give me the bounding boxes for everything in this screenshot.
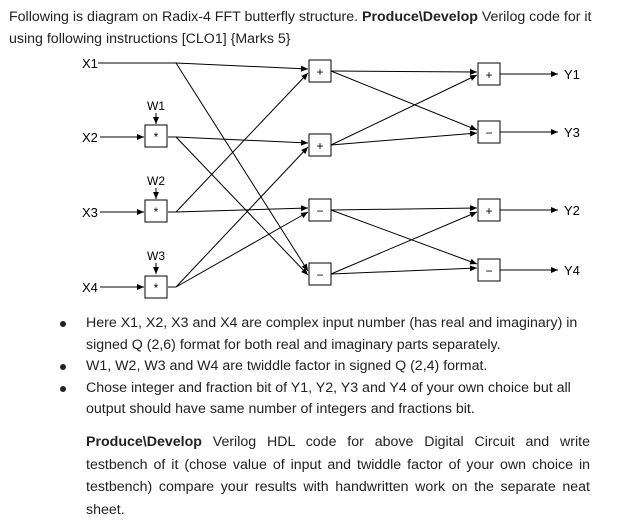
input-label-x2: X2	[82, 130, 98, 145]
multiplier-w1	[145, 125, 167, 147]
stage1-op-1	[309, 60, 331, 82]
stage2-connections	[331, 71, 477, 274]
multiplier-w3	[145, 276, 167, 298]
stage1-connections	[176, 63, 308, 287]
twiddle-label-w1: W1	[147, 99, 165, 113]
input-label-x4: X4	[82, 280, 98, 295]
stage2-op-4	[478, 259, 500, 281]
bullet-dot	[60, 364, 66, 370]
twiddle-label-w2: W2	[147, 174, 165, 188]
intro-text-2: Verilog code for it using following instructions [CLO1] {Marks 5}	[9, 9, 592, 47]
stage1-op-2	[309, 134, 331, 156]
op-symbol: +	[316, 65, 324, 79]
instruction-list	[58, 313, 604, 421]
stage2-op-3	[478, 199, 500, 221]
multiply-symbol: *	[153, 205, 159, 219]
question-intro	[9, 6, 609, 50]
butterfly-svg	[78, 55, 598, 303]
radix4-butterfly-diagram	[78, 55, 598, 303]
output-label-y4: Y4	[564, 263, 580, 278]
closing-text: Verilog HDL code for above Digital Circuit and write testbench of it (chose value of input and twiddle factor of your own choice in testbench) compare your results with handwritten work on the separate neat sheet.	[86, 434, 590, 518]
op-symbol: −	[485, 126, 493, 140]
output-lines	[500, 74, 558, 270]
input-label-x1: X1	[82, 56, 98, 71]
multiply-symbol: *	[153, 130, 159, 144]
list-item	[58, 313, 604, 356]
stage1-op-3	[309, 199, 331, 221]
list-item	[58, 356, 604, 378]
intro-emphasis: Produce\Develop	[362, 9, 478, 25]
bullet-dot	[60, 321, 66, 327]
op-symbol: +	[485, 68, 493, 82]
bullet-text-1: Here X1, X2, X3 and X4 are complex input number (has real and imaginary) in signed Q (2,6) format for both real and imaginary parts separately.	[86, 315, 578, 353]
closing-emphasis: Produce\Develop	[86, 434, 202, 450]
bullet-text-3: Chose integer and fraction bit of Y1, Y2, Y3 and Y4 of your own choice but all output should have same number of integers and fractions bit.	[86, 379, 571, 417]
multiply-symbol: *	[153, 281, 159, 295]
op-symbol: −	[316, 204, 324, 218]
output-label-y3: Y3	[564, 125, 580, 140]
bullet-dot	[60, 386, 66, 392]
stage2-op-2	[478, 121, 500, 143]
multiplier-w2	[145, 200, 167, 222]
list-item	[58, 378, 604, 421]
input-label-x3: X3	[82, 205, 98, 220]
op-symbol: −	[485, 264, 493, 278]
closing-paragraph	[86, 431, 590, 521]
output-label-y2: Y2	[564, 203, 580, 218]
output-label-y1: Y1	[564, 67, 580, 82]
op-symbol: −	[316, 268, 324, 282]
stage1-op-4	[309, 263, 331, 285]
bullet-text-2: W1, W2, W3 and W4 are twiddle factor in signed Q (2,4) format.	[86, 358, 488, 374]
twiddle-label-w3: W3	[147, 249, 165, 263]
op-symbol: +	[316, 139, 324, 153]
intro-text-1: Following is diagram on Radix-4 FFT butterfly structure.	[9, 9, 359, 25]
stage2-op-1	[478, 63, 500, 85]
op-symbol: +	[485, 204, 493, 218]
